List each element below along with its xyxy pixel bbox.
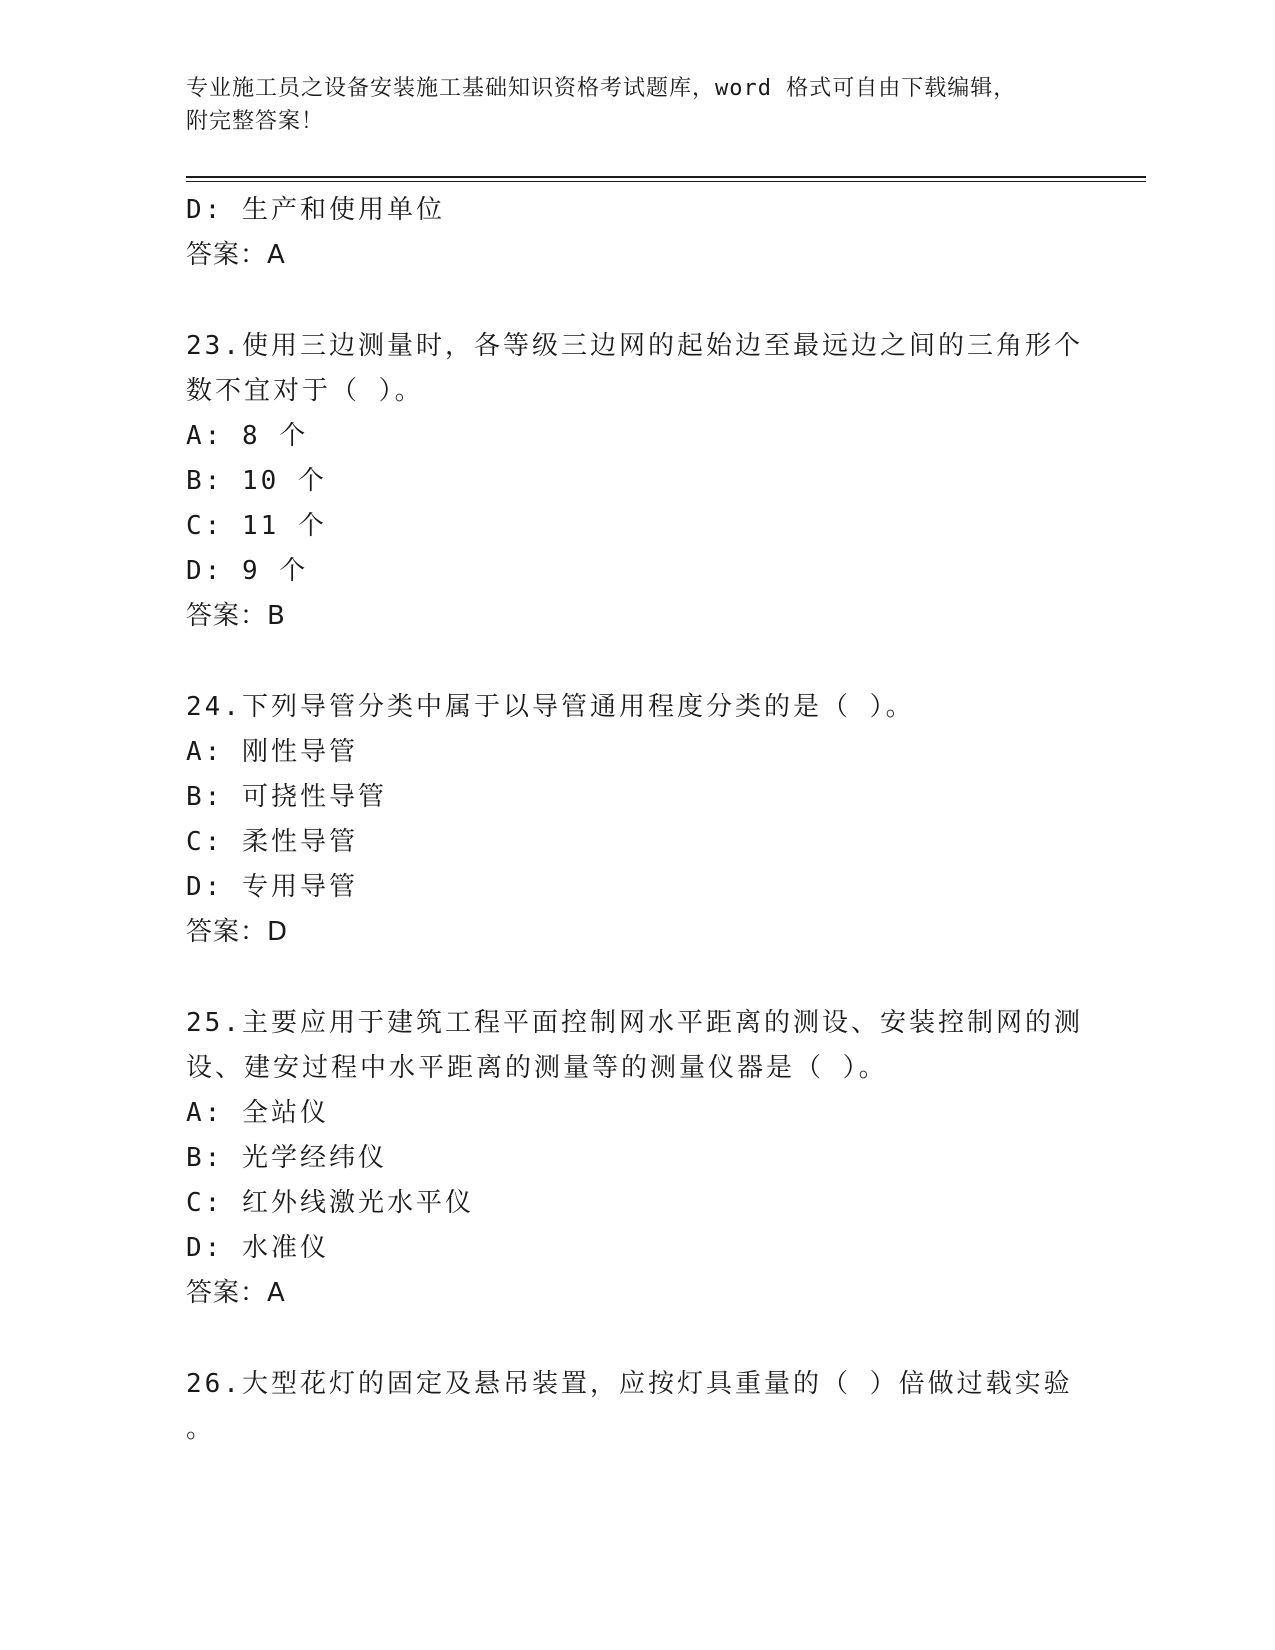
question-text-line-1: 26.大型花灯的固定及悬吊装置，应按灯具重量的（ ）倍做过载实验 (186, 1369, 1073, 1399)
question-text-line-1: 23.使用三边测量时，各等级三边网的起始边至最远边之间的三角形个 (186, 331, 1083, 361)
question-text-line-1: 25.主要应用于建筑工程平面控制网水平距离的测设、安装控制网的测 (186, 1008, 1083, 1038)
question-22-tail (186, 188, 1086, 278)
answer-label: 答案：A (186, 1278, 286, 1308)
option-b: B: 光学经纬仪 (186, 1143, 387, 1173)
option-d: D: 水准仪 (186, 1233, 329, 1263)
question-text-line-1: 24.下列导管分类中属于以导管通用程度分类的是（ ）。 (186, 692, 915, 722)
question-25 (186, 1001, 1086, 1316)
option-b: B: 可挠性导管 (186, 782, 387, 812)
option-c: C: 红外线激光水平仪 (186, 1188, 474, 1218)
header-line-2: 附完整答案！ (186, 109, 325, 134)
option-a: A: 全站仪 (186, 1098, 329, 1128)
header-divider-thick (186, 176, 1146, 178)
question-text-line-2: 设、建安过程中水平距离的测量等的测量仪器是（ ）。 (186, 1053, 888, 1083)
option-d: D: 专用导管 (186, 872, 358, 902)
answer-label: 答案：B (186, 601, 286, 631)
option-c: C: 11 个 (186, 511, 327, 541)
question-24 (186, 685, 1086, 955)
question-text-line-2: 。 (186, 1414, 216, 1444)
option-d: D: 9 个 (186, 556, 309, 586)
option-c: C: 柔性导管 (186, 827, 358, 857)
option-d: D: 生产和使用单位 (186, 195, 445, 225)
document-header (186, 72, 1066, 138)
option-a: A: 8 个 (186, 421, 309, 451)
option-a: A: 刚性导管 (186, 737, 358, 767)
option-b: B: 10 个 (186, 466, 327, 496)
header-line-1: 专业施工员之设备安装施工基础知识资格考试题库，word 格式可自由下载编辑， (186, 76, 1017, 101)
question-23 (186, 324, 1086, 639)
question-26 (186, 1362, 1086, 1452)
question-list (186, 188, 1086, 1452)
question-text-line-2: 数不宜对于（ ）。 (186, 376, 424, 406)
answer-label: 答案：D (186, 917, 289, 947)
header-divider-thin (186, 181, 1146, 182)
answer-label: 答案：A (186, 240, 286, 270)
